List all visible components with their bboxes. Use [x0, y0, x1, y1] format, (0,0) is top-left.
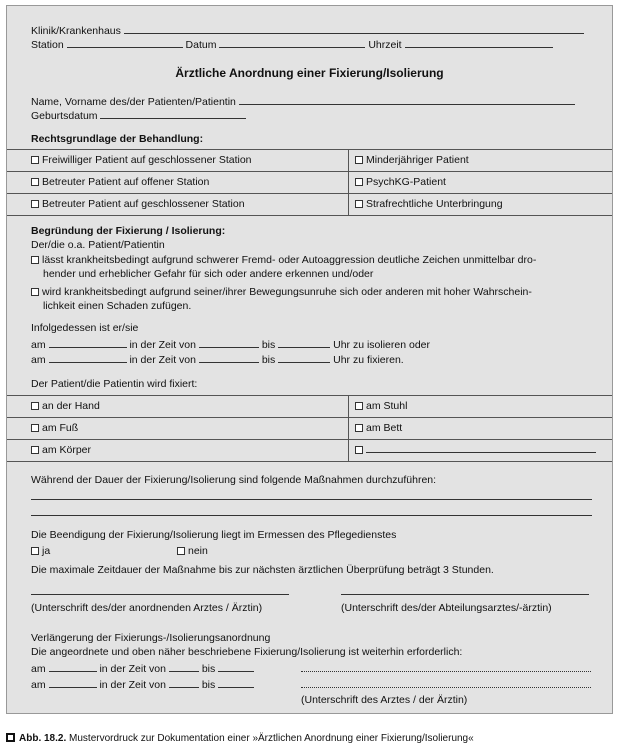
divider [348, 149, 349, 215]
legal-option-2[interactable] [355, 154, 469, 166]
divider [7, 417, 612, 418]
extension-dots [301, 679, 591, 691]
name-field[interactable] [239, 96, 575, 105]
bis-label: bis [201, 679, 216, 691]
checkbox-icon[interactable] [31, 156, 39, 164]
ordering-signature-field[interactable] [31, 586, 289, 595]
reason-subject: Der/die o.a. Patient/Patientin [31, 239, 165, 251]
checkbox-icon[interactable] [31, 402, 39, 410]
bis-label: bis [261, 354, 276, 366]
uhrzeit-label: Uhrzeit [368, 39, 402, 51]
checkbox-icon[interactable] [31, 200, 39, 208]
checkbox-icon[interactable] [31, 288, 39, 296]
divider [7, 149, 612, 150]
birth-label: Geburtsdatum [31, 110, 98, 122]
measures-line [31, 507, 592, 519]
divider [7, 171, 612, 172]
fixation-option-2[interactable] [355, 400, 407, 412]
department-signature-label: (Unterschrift des/der Abteilungsarztes/-ärztin) [341, 602, 552, 614]
form-title: Ärztliche Anordnung einer Fixierung/Isolierung [175, 66, 444, 80]
divider [7, 193, 612, 194]
uhrzeit-field[interactable] [405, 39, 553, 48]
name-label: Name, Vorname des/der Patienten/Patientin [31, 96, 236, 108]
datum-field[interactable] [219, 39, 365, 48]
legal-option-label: Strafrechtliche Unterbringung [366, 198, 503, 210]
am-label: am [31, 339, 46, 351]
date-field[interactable] [49, 679, 97, 688]
legal-option-1[interactable] [31, 154, 252, 166]
checkbox-icon[interactable] [355, 200, 363, 208]
no-label: nein [188, 545, 208, 557]
reason-option-1-cont: hender und erheblicher Gefahr für sich oder andere erkennen und/oder [43, 268, 374, 280]
legal-heading: Rechtsgrundlage der Behandlung: [31, 133, 204, 145]
datum-label: Datum [185, 39, 217, 51]
extension-dots [301, 663, 591, 675]
bis-label: bis [261, 339, 276, 351]
form-sheet [6, 5, 613, 714]
legal-option-6[interactable] [355, 198, 503, 210]
caption-text: Mustervordruck zur Dokumentation einer »Ärztlichen Anordnung einer Fixierung/Isolierung« [69, 733, 474, 744]
department-signature-field[interactable] [341, 586, 589, 595]
time-to-field[interactable] [278, 339, 330, 348]
time-from-label: in der Zeit von [129, 339, 196, 351]
fixate-row [31, 354, 404, 366]
fixation-option-5[interactable] [31, 444, 91, 456]
legal-option-5[interactable] [31, 198, 245, 210]
klinik-label: Klinik/Krankenhaus [31, 25, 121, 37]
checkbox-icon[interactable] [31, 256, 39, 264]
time-from-label: in der Zeit von [99, 663, 166, 675]
divider [348, 395, 349, 461]
checkbox-icon[interactable] [31, 547, 39, 555]
caption-square-icon [6, 733, 15, 742]
time-from-field[interactable] [169, 679, 199, 688]
time-to-field[interactable] [218, 679, 254, 688]
fixation-option-label: am Stuhl [366, 400, 408, 412]
extension-text: Die angeordnete und oben näher beschriebene Fixierung/Isolierung ist weiterhin erforderlich: [31, 646, 463, 658]
reason-option-2[interactable] [31, 286, 532, 298]
station-label: Station [31, 39, 64, 51]
fixation-option-label: am Fuß [42, 422, 79, 434]
legal-option-label: Betreuter Patient auf geschlossener Station [42, 198, 245, 210]
legal-option-label: PsychKG-Patient [366, 176, 446, 188]
extension-row [31, 679, 254, 691]
checkbox-icon[interactable] [355, 402, 363, 410]
checkbox-icon[interactable] [355, 156, 363, 164]
signature-line [341, 586, 589, 598]
measures-heading: Während der Dauer der Fixierung/Isolierung sind folgende Maßnahmen durchzuführen: [31, 474, 437, 486]
bis-label: bis [201, 663, 216, 675]
yes-label: ja [42, 545, 51, 557]
legal-option-label: Minderjähriger Patient [366, 154, 469, 166]
extension-heading: Verlängerung der Fixierungs-/Isolierungsanordnung [31, 632, 271, 644]
fixation-other-field[interactable] [366, 444, 596, 453]
date-field[interactable] [49, 663, 97, 672]
fixation-heading: Der Patient/die Patientin wird fixiert: [31, 378, 198, 390]
legal-option-label: Betreuter Patient auf offener Station [42, 176, 210, 188]
caption-label: Abb. 18.2. [19, 733, 67, 744]
reason-option-1[interactable] [31, 254, 536, 266]
termination-yes[interactable] [31, 545, 50, 557]
birth-field[interactable] [100, 110, 246, 119]
fixation-option-4[interactable] [355, 422, 402, 434]
consequence-heading: Infolgedessen ist er/sie [31, 322, 139, 334]
time-from-field[interactable] [199, 354, 259, 363]
measures-field[interactable] [31, 491, 592, 500]
measures-field[interactable] [31, 507, 592, 516]
fixation-option-label: am Bett [366, 422, 403, 434]
figure-caption [6, 733, 474, 744]
fixation-option-3[interactable] [31, 422, 78, 434]
ordering-signature-label: (Unterschrift des/der anordnenden Arztes / Ärztin) [31, 602, 263, 614]
am-label: am [31, 663, 46, 675]
checkbox-icon[interactable] [355, 178, 363, 186]
time-from-field[interactable] [199, 339, 259, 348]
birth-row [31, 110, 246, 122]
checkbox-icon[interactable] [31, 424, 39, 432]
reason-option-2-text: wird krankheitsbedingt aufgrund seiner/ihrer Bewegungsunruhe sich oder anderen mit hoher Wahrschein- [42, 286, 532, 298]
klinik-row [31, 25, 584, 37]
divider [7, 395, 612, 396]
reason-option-1-text: lässt krankheitsbedingt aufgrund schwerer Fremd- oder Autoaggression deutliche Zeichen unmittelbar dro- [42, 254, 537, 266]
station-row [31, 39, 553, 51]
klinik-field[interactable] [124, 25, 584, 34]
termination-no[interactable] [177, 545, 208, 557]
time-from-label: in der Zeit von [129, 354, 196, 366]
termination-text: Die Beendigung der Fixierung/Isolierung liegt im Ermessen des Pflegedienstes [31, 529, 397, 541]
fixation-option-1[interactable] [31, 400, 100, 412]
station-field[interactable] [67, 39, 183, 48]
extension-signature-field[interactable] [301, 679, 591, 688]
time-from-field[interactable] [169, 663, 199, 672]
name-row [31, 96, 575, 108]
date-field[interactable] [49, 339, 127, 348]
time-to-field[interactable] [278, 354, 330, 363]
divider [7, 461, 612, 462]
extension-signature-label: (Unterschrift des Arztes / der Ärztin) [301, 694, 468, 706]
extension-row [31, 663, 254, 675]
checkbox-icon[interactable] [177, 547, 185, 555]
extension-signature-field[interactable] [301, 663, 591, 672]
legal-option-3[interactable] [31, 176, 209, 188]
reason-heading: Begründung der Fixierung / Isolierung: [31, 225, 226, 237]
date-field[interactable] [49, 354, 127, 363]
fixation-option-label: am Körper [42, 444, 92, 456]
isolate-text: Uhr zu isolieren oder [333, 339, 430, 351]
measures-line [31, 491, 592, 503]
legal-option-4[interactable] [355, 176, 446, 188]
reason-option-2-cont: lichkeit einen Schaden zufügen. [43, 300, 192, 312]
isolate-row [31, 339, 430, 351]
divider [7, 439, 612, 440]
signature-line [31, 586, 289, 598]
checkbox-icon[interactable] [355, 424, 363, 432]
max-duration-text: Die maximale Zeitdauer der Maßnahme bis zur nächsten ärztlichen Überprüfung beträgt 3 Stunden. [31, 564, 494, 576]
time-from-label: in der Zeit von [99, 679, 166, 691]
legal-option-label: Freiwilliger Patient auf geschlossener Station [42, 154, 252, 166]
checkbox-icon[interactable] [31, 178, 39, 186]
fixation-option-label: an der Hand [42, 400, 100, 412]
fixation-option-other[interactable] [355, 444, 596, 456]
am-label: am [31, 354, 46, 366]
checkbox-icon[interactable] [31, 446, 39, 454]
divider [7, 215, 612, 216]
am-label: am [31, 679, 46, 691]
time-to-field[interactable] [218, 663, 254, 672]
fixate-text: Uhr zu fixieren. [333, 354, 404, 366]
checkbox-icon[interactable] [355, 446, 363, 454]
